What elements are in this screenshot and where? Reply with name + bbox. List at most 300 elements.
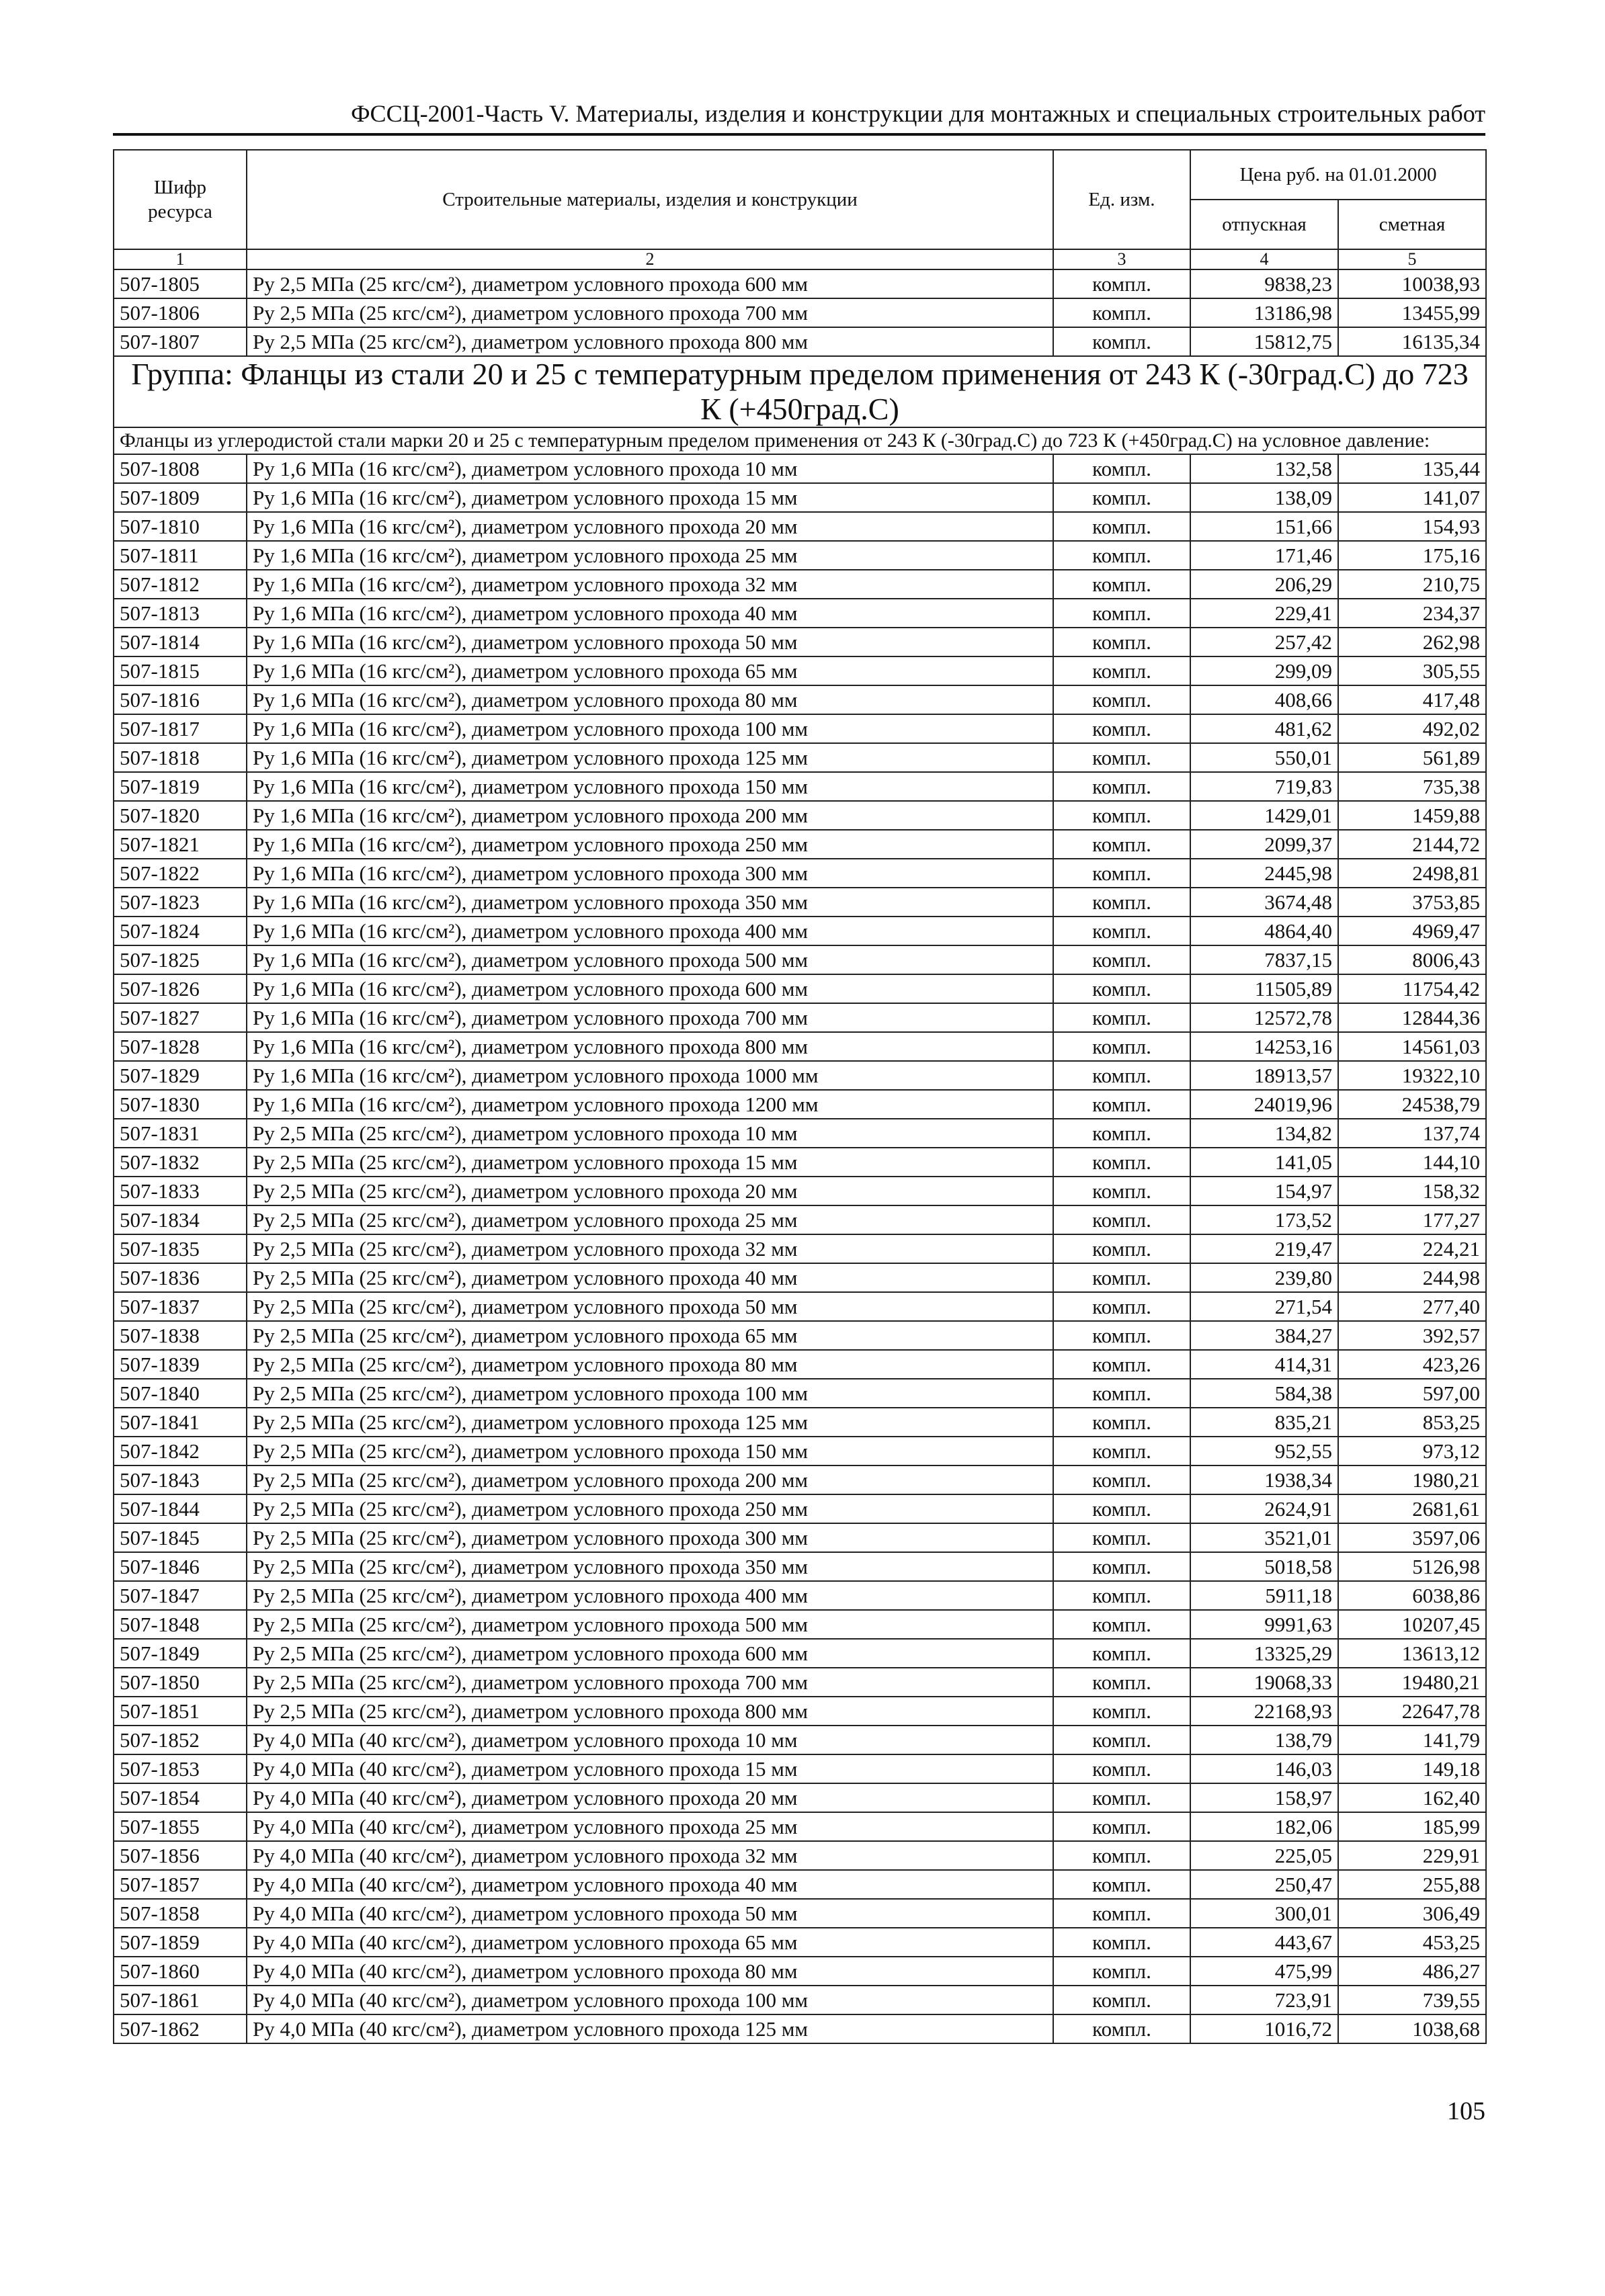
resource-code: 507-1832	[114, 1148, 247, 1177]
unit-cell: компл.	[1053, 1639, 1190, 1668]
release-price: 132,58	[1190, 454, 1338, 483]
release-price: 12572,78	[1190, 1003, 1338, 1032]
column-number: 1	[114, 249, 247, 269]
material-name: Ру 1,6 МПа (16 кгс/см²), диаметром условного прохода 1200 мм	[247, 1090, 1053, 1119]
material-name: Ру 2,5 МПа (25 кгс/см²), диаметром условного прохода 125 мм	[247, 1408, 1053, 1437]
table-row	[114, 1350, 1486, 1379]
release-price: 250,47	[1190, 1870, 1338, 1899]
resource-code: 507-1816	[114, 685, 247, 714]
table-row	[114, 1726, 1486, 1754]
table-row	[114, 714, 1486, 743]
estimate-price: 137,74	[1338, 1119, 1486, 1148]
resource-code: 507-1835	[114, 1234, 247, 1263]
table-row	[114, 1177, 1486, 1205]
release-price: 719,83	[1190, 772, 1338, 801]
material-name: Ру 1,6 МПа (16 кгс/см²), диаметром условного прохода 40 мм	[247, 599, 1053, 628]
resource-code: 507-1850	[114, 1668, 247, 1697]
release-price: 146,03	[1190, 1754, 1338, 1783]
unit-cell: компл.	[1053, 1841, 1190, 1870]
table-row	[114, 1263, 1486, 1292]
release-price: 835,21	[1190, 1408, 1338, 1437]
release-price: 300,01	[1190, 1899, 1338, 1928]
unit-cell: компл.	[1053, 1321, 1190, 1350]
unit-cell: компл.	[1053, 859, 1190, 888]
group-description: Фланцы из углеродистой стали марки 20 и 25 с температурным пределом применения от 243 К (-30град.С) до 723 К (+450град.С) на условное давление:	[114, 427, 1486, 454]
material-name: Ру 2,5 МПа (25 кгс/см²), диаметром условного прохода 25 мм	[247, 1205, 1053, 1234]
release-price: 2099,37	[1190, 830, 1338, 859]
material-name: Ру 1,6 МПа (16 кгс/см²), диаметром условного прохода 300 мм	[247, 859, 1053, 888]
release-price: 723,91	[1190, 1986, 1338, 2014]
release-price: 257,42	[1190, 628, 1338, 656]
unit-cell: компл.	[1053, 830, 1190, 859]
material-name: Ру 1,6 МПа (16 кгс/см²), диаметром условного прохода 80 мм	[247, 685, 1053, 714]
estimate-price: 141,79	[1338, 1726, 1486, 1754]
table-row	[114, 1234, 1486, 1263]
estimate-price: 1980,21	[1338, 1465, 1486, 1494]
release-price: 3521,01	[1190, 1523, 1338, 1552]
material-name: Ру 1,6 МПа (16 кгс/см²), диаметром условного прохода 600 мм	[247, 974, 1053, 1003]
resource-code: 507-1836	[114, 1263, 247, 1292]
release-price: 154,97	[1190, 1177, 1338, 1205]
material-name: Ру 2,5 МПа (25 кгс/см²), диаметром условного прохода 80 мм	[247, 1350, 1053, 1379]
material-name: Ру 2,5 МПа (25 кгс/см²), диаметром условного прохода 600 мм	[247, 269, 1053, 298]
estimate-price: 4969,47	[1338, 917, 1486, 945]
material-name: Ру 2,5 МПа (25 кгс/см²), диаметром условного прохода 600 мм	[247, 1639, 1053, 1668]
col-header-unit: Ед. изм.	[1053, 150, 1190, 249]
estimate-price: 5126,98	[1338, 1552, 1486, 1581]
release-price: 229,41	[1190, 599, 1338, 628]
unit-cell: компл.	[1053, 1957, 1190, 1986]
material-name: Ру 4,0 МПа (40 кгс/см²), диаметром условного прохода 15 мм	[247, 1754, 1053, 1783]
resource-code: 507-1857	[114, 1870, 247, 1899]
resource-code: 507-1824	[114, 917, 247, 945]
table-row	[114, 1379, 1486, 1408]
release-price: 219,47	[1190, 1234, 1338, 1263]
release-price: 271,54	[1190, 1292, 1338, 1321]
unit-cell: компл.	[1053, 1610, 1190, 1639]
estimate-price: 11754,42	[1338, 974, 1486, 1003]
col-header-release: отпускная	[1190, 200, 1338, 249]
estimate-price: 19322,10	[1338, 1061, 1486, 1090]
estimate-price: 177,27	[1338, 1205, 1486, 1234]
release-price: 22168,93	[1190, 1697, 1338, 1726]
estimate-price: 417,48	[1338, 685, 1486, 714]
unit-cell: компл.	[1053, 1870, 1190, 1899]
resource-code: 507-1820	[114, 801, 247, 830]
col-header-code: Шифр ресурса	[114, 150, 247, 249]
table-row	[114, 541, 1486, 570]
estimate-price: 185,99	[1338, 1812, 1486, 1841]
estimate-price: 1038,68	[1338, 2014, 1486, 2043]
release-price: 24019,96	[1190, 1090, 1338, 1119]
table-row	[114, 1697, 1486, 1726]
table-row	[114, 1812, 1486, 1841]
unit-cell: компл.	[1053, 1581, 1190, 1610]
release-price: 3674,48	[1190, 888, 1338, 917]
table-row	[114, 454, 1486, 483]
resource-code: 507-1815	[114, 656, 247, 685]
resource-code: 507-1821	[114, 830, 247, 859]
estimate-price: 14561,03	[1338, 1032, 1486, 1061]
price-table	[113, 149, 1487, 2044]
estimate-price: 6038,86	[1338, 1581, 1486, 1610]
table-row	[114, 1003, 1486, 1032]
unit-cell: компл.	[1053, 1697, 1190, 1726]
unit-cell: компл.	[1053, 1783, 1190, 1812]
release-price: 9838,23	[1190, 269, 1338, 298]
release-price: 9991,63	[1190, 1610, 1338, 1639]
estimate-price: 735,38	[1338, 772, 1486, 801]
column-number: 5	[1338, 249, 1486, 269]
unit-cell: компл.	[1053, 1292, 1190, 1321]
estimate-price: 154,93	[1338, 512, 1486, 541]
table-row	[114, 1581, 1486, 1610]
table-row	[114, 512, 1486, 541]
estimate-price: 3597,06	[1338, 1523, 1486, 1552]
resource-code: 507-1844	[114, 1494, 247, 1523]
table-row	[114, 298, 1486, 327]
estimate-price: 739,55	[1338, 1986, 1486, 2014]
unit-cell: компл.	[1053, 1234, 1190, 1263]
column-numbers-row	[114, 249, 1486, 269]
unit-cell: компл.	[1053, 743, 1190, 772]
unit-cell: компл.	[1053, 1523, 1190, 1552]
material-name: Ру 4,0 МПа (40 кгс/см²), диаметром условного прохода 65 мм	[247, 1928, 1053, 1957]
material-name: Ру 4,0 МПа (40 кгс/см²), диаметром условного прохода 20 мм	[247, 1783, 1053, 1812]
estimate-price: 486,27	[1338, 1957, 1486, 1986]
resource-code: 507-1840	[114, 1379, 247, 1408]
unit-cell: компл.	[1053, 1668, 1190, 1697]
resource-code: 507-1822	[114, 859, 247, 888]
table-row	[114, 1408, 1486, 1437]
resource-code: 507-1855	[114, 1812, 247, 1841]
material-name: Ру 2,5 МПа (25 кгс/см²), диаметром условного прохода 100 мм	[247, 1379, 1053, 1408]
resource-code: 507-1829	[114, 1061, 247, 1090]
table-row	[114, 859, 1486, 888]
table-row	[114, 1783, 1486, 1812]
material-name: Ру 4,0 МПа (40 кгс/см²), диаметром условного прохода 50 мм	[247, 1899, 1053, 1928]
material-name: Ру 1,6 МПа (16 кгс/см²), диаметром условного прохода 150 мм	[247, 772, 1053, 801]
resource-code: 507-1806	[114, 298, 247, 327]
table-row	[114, 1610, 1486, 1639]
table-row	[114, 1754, 1486, 1783]
unit-cell: компл.	[1053, 1003, 1190, 1032]
resource-code: 507-1814	[114, 628, 247, 656]
table-row	[114, 570, 1486, 599]
release-price: 4864,40	[1190, 917, 1338, 945]
release-price: 414,31	[1190, 1350, 1338, 1379]
material-name: Ру 1,6 МПа (16 кгс/см²), диаметром условного прохода 700 мм	[247, 1003, 1053, 1032]
table-row	[114, 628, 1486, 656]
material-name: Ру 2,5 МПа (25 кгс/см²), диаметром условного прохода 350 мм	[247, 1552, 1053, 1581]
unit-cell: компл.	[1053, 599, 1190, 628]
resource-code: 507-1853	[114, 1754, 247, 1783]
unit-cell: компл.	[1053, 1754, 1190, 1783]
release-price: 5018,58	[1190, 1552, 1338, 1581]
material-name: Ру 2,5 МПа (25 кгс/см²), диаметром условного прохода 32 мм	[247, 1234, 1053, 1263]
release-price: 481,62	[1190, 714, 1338, 743]
release-price: 19068,33	[1190, 1668, 1338, 1697]
table-row	[114, 1032, 1486, 1061]
material-name: Ру 1,6 МПа (16 кгс/см²), диаметром условного прохода 800 мм	[247, 1032, 1053, 1061]
release-price: 2624,91	[1190, 1494, 1338, 1523]
unit-cell: компл.	[1053, 685, 1190, 714]
resource-code: 507-1811	[114, 541, 247, 570]
unit-cell: компл.	[1053, 628, 1190, 656]
release-price: 299,09	[1190, 656, 1338, 685]
release-price: 134,82	[1190, 1119, 1338, 1148]
table-row	[114, 801, 1486, 830]
release-price: 138,09	[1190, 483, 1338, 512]
unit-cell: компл.	[1053, 1350, 1190, 1379]
table-row	[114, 1552, 1486, 1581]
table-row	[114, 1292, 1486, 1321]
col-header-estimate: сметная	[1338, 200, 1486, 249]
estimate-price: 210,75	[1338, 570, 1486, 599]
estimate-price: 8006,43	[1338, 945, 1486, 974]
estimate-price: 22647,78	[1338, 1697, 1486, 1726]
resource-code: 507-1838	[114, 1321, 247, 1350]
release-price: 18913,57	[1190, 1061, 1338, 1090]
resource-code: 507-1827	[114, 1003, 247, 1032]
release-price: 2445,98	[1190, 859, 1338, 888]
material-name: Ру 1,6 МПа (16 кгс/см²), диаметром условного прохода 400 мм	[247, 917, 1053, 945]
release-price: 151,66	[1190, 512, 1338, 541]
col-header-price: Цена руб. на 01.01.2000	[1190, 150, 1486, 200]
table-row	[114, 1870, 1486, 1899]
group-description-row	[114, 427, 1486, 454]
resource-code: 507-1860	[114, 1957, 247, 1986]
unit-cell: компл.	[1053, 1812, 1190, 1841]
material-name: Ру 1,6 МПа (16 кгс/см²), диаметром условного прохода 50 мм	[247, 628, 1053, 656]
release-price: 171,46	[1190, 541, 1338, 570]
resource-code: 507-1831	[114, 1119, 247, 1148]
resource-code: 507-1841	[114, 1408, 247, 1437]
table-row	[114, 327, 1486, 356]
estimate-price: 2498,81	[1338, 859, 1486, 888]
resource-code: 507-1828	[114, 1032, 247, 1061]
release-price: 7837,15	[1190, 945, 1338, 974]
unit-cell: компл.	[1053, 1928, 1190, 1957]
table-row	[114, 1061, 1486, 1090]
unit-cell: компл.	[1053, 1986, 1190, 2014]
estimate-price: 392,57	[1338, 1321, 1486, 1350]
resource-code: 507-1819	[114, 772, 247, 801]
resource-code: 507-1805	[114, 269, 247, 298]
table-row	[114, 599, 1486, 628]
release-price: 206,29	[1190, 570, 1338, 599]
table-row	[114, 1928, 1486, 1957]
material-name: Ру 2,5 МПа (25 кгс/см²), диаметром условного прохода 150 мм	[247, 1437, 1053, 1465]
estimate-price: 229,91	[1338, 1841, 1486, 1870]
resource-code: 507-1839	[114, 1350, 247, 1379]
table-row	[114, 1639, 1486, 1668]
estimate-price: 973,12	[1338, 1437, 1486, 1465]
material-name: Ру 2,5 МПа (25 кгс/см²), диаметром условного прохода 65 мм	[247, 1321, 1053, 1350]
table-row	[114, 1841, 1486, 1870]
estimate-price: 24538,79	[1338, 1090, 1486, 1119]
resource-code: 507-1823	[114, 888, 247, 917]
table-row	[114, 1494, 1486, 1523]
unit-cell: компл.	[1053, 656, 1190, 685]
table-row	[114, 945, 1486, 974]
unit-cell: компл.	[1053, 1061, 1190, 1090]
material-name: Ру 2,5 МПа (25 кгс/см²), диаметром условного прохода 20 мм	[247, 1177, 1053, 1205]
release-price: 173,52	[1190, 1205, 1338, 1234]
resource-code: 507-1810	[114, 512, 247, 541]
unit-cell: компл.	[1053, 1726, 1190, 1754]
table-row	[114, 685, 1486, 714]
material-name: Ру 4,0 МПа (40 кгс/см²), диаметром условного прохода 80 мм	[247, 1957, 1053, 1986]
group-title-row	[114, 356, 1486, 427]
release-price: 1016,72	[1190, 2014, 1338, 2043]
resource-code: 507-1849	[114, 1639, 247, 1668]
estimate-price: 13455,99	[1338, 298, 1486, 327]
page-number: 105	[1447, 2097, 1485, 2125]
material-name: Ру 1,6 МПа (16 кгс/см²), диаметром условного прохода 25 мм	[247, 541, 1053, 570]
unit-cell: компл.	[1053, 269, 1190, 298]
estimate-price: 2681,61	[1338, 1494, 1486, 1523]
resource-code: 507-1809	[114, 483, 247, 512]
page-header-title: ФССЦ-2001-Часть V. Материалы, изделия и конструкции для монтажных и специальных строительных работ	[351, 100, 1485, 127]
unit-cell: компл.	[1053, 512, 1190, 541]
release-price: 141,05	[1190, 1148, 1338, 1177]
estimate-price: 262,98	[1338, 628, 1486, 656]
unit-cell: компл.	[1053, 714, 1190, 743]
estimate-price: 12844,36	[1338, 1003, 1486, 1032]
release-price: 158,97	[1190, 1783, 1338, 1812]
table-row	[114, 917, 1486, 945]
estimate-price: 175,16	[1338, 541, 1486, 570]
release-price: 13186,98	[1190, 298, 1338, 327]
release-price: 1938,34	[1190, 1465, 1338, 1494]
material-name: Ру 4,0 МПа (40 кгс/см²), диаметром условного прохода 100 мм	[247, 1986, 1053, 2014]
material-name: Ру 2,5 МПа (25 кгс/см²), диаметром условного прохода 700 мм	[247, 1668, 1053, 1697]
material-name: Ру 2,5 МПа (25 кгс/см²), диаметром условного прохода 250 мм	[247, 1494, 1053, 1523]
unit-cell: компл.	[1053, 1437, 1190, 1465]
column-number: 4	[1190, 249, 1338, 269]
unit-cell: компл.	[1053, 1205, 1190, 1234]
unit-cell: компл.	[1053, 483, 1190, 512]
material-name: Ру 4,0 МПа (40 кгс/см²), диаметром условного прохода 125 мм	[247, 2014, 1053, 2043]
estimate-price: 306,49	[1338, 1899, 1486, 1928]
resource-code: 507-1852	[114, 1726, 247, 1754]
table-row	[114, 1119, 1486, 1148]
resource-code: 507-1843	[114, 1465, 247, 1494]
group-block	[114, 356, 1486, 454]
release-price: 13325,29	[1190, 1639, 1338, 1668]
unit-cell: компл.	[1053, 327, 1190, 356]
table-row	[114, 830, 1486, 859]
resource-code: 507-1826	[114, 974, 247, 1003]
unit-cell: компл.	[1053, 541, 1190, 570]
main-rows	[114, 454, 1486, 2043]
release-price: 384,27	[1190, 1321, 1338, 1350]
table-row	[114, 1437, 1486, 1465]
resource-code: 507-1845	[114, 1523, 247, 1552]
resource-code: 507-1830	[114, 1090, 247, 1119]
estimate-price: 423,26	[1338, 1350, 1486, 1379]
unit-cell: компл.	[1053, 1177, 1190, 1205]
unit-cell: компл.	[1053, 1119, 1190, 1148]
release-price: 443,67	[1190, 1928, 1338, 1957]
material-name: Ру 1,6 МПа (16 кгс/см²), диаметром условного прохода 125 мм	[247, 743, 1053, 772]
resource-code: 507-1817	[114, 714, 247, 743]
table-row	[114, 1957, 1486, 1986]
unit-cell: компл.	[1053, 1408, 1190, 1437]
material-name: Ру 4,0 МПа (40 кгс/см²), диаметром условного прохода 40 мм	[247, 1870, 1053, 1899]
resource-code: 507-1808	[114, 454, 247, 483]
header-rule	[113, 133, 1485, 136]
material-name: Ру 2,5 МПа (25 кгс/см²), диаметром условного прохода 800 мм	[247, 327, 1053, 356]
material-name: Ру 1,6 МПа (16 кгс/см²), диаметром условного прохода 32 мм	[247, 570, 1053, 599]
unit-cell: компл.	[1053, 570, 1190, 599]
release-price: 225,05	[1190, 1841, 1338, 1870]
table-row	[114, 1465, 1486, 1494]
resource-code: 507-1861	[114, 1986, 247, 2014]
release-price: 584,38	[1190, 1379, 1338, 1408]
table-row	[114, 974, 1486, 1003]
material-name: Ру 1,6 МПа (16 кгс/см²), диаметром условного прохода 250 мм	[247, 830, 1053, 859]
material-name: Ру 1,6 МПа (16 кгс/см²), диаметром условного прохода 15 мм	[247, 483, 1053, 512]
estimate-price: 19480,21	[1338, 1668, 1486, 1697]
estimate-price: 255,88	[1338, 1870, 1486, 1899]
unit-cell: компл.	[1053, 1090, 1190, 1119]
estimate-price: 224,21	[1338, 1234, 1486, 1263]
table-row	[114, 1899, 1486, 1928]
unit-cell: компл.	[1053, 1465, 1190, 1494]
release-price: 11505,89	[1190, 974, 1338, 1003]
estimate-price: 158,32	[1338, 1177, 1486, 1205]
unit-cell: компл.	[1053, 888, 1190, 917]
material-name: Ру 1,6 МПа (16 кгс/см²), диаметром условного прохода 1000 мм	[247, 1061, 1053, 1090]
release-price: 239,80	[1190, 1263, 1338, 1292]
material-name: Ру 2,5 МПа (25 кгс/см²), диаметром условного прохода 10 мм	[247, 1119, 1053, 1148]
material-name: Ру 2,5 МПа (25 кгс/см²), диаметром условного прохода 40 мм	[247, 1263, 1053, 1292]
unit-cell: компл.	[1053, 974, 1190, 1003]
material-name: Ру 1,6 МПа (16 кгс/см²), диаметром условного прохода 100 мм	[247, 714, 1053, 743]
resource-code: 507-1833	[114, 1177, 247, 1205]
release-price: 14253,16	[1190, 1032, 1338, 1061]
table-row	[114, 743, 1486, 772]
material-name: Ру 4,0 МПа (40 кгс/см²), диаметром условного прохода 10 мм	[247, 1726, 1053, 1754]
material-name: Ру 2,5 МПа (25 кгс/см²), диаметром условного прохода 15 мм	[247, 1148, 1053, 1177]
release-price: 550,01	[1190, 743, 1338, 772]
table-row	[114, 483, 1486, 512]
estimate-price: 16135,34	[1338, 327, 1486, 356]
resource-code: 507-1842	[114, 1437, 247, 1465]
release-price: 182,06	[1190, 1812, 1338, 1841]
material-name: Ру 2,5 МПа (25 кгс/см²), диаметром условного прохода 300 мм	[247, 1523, 1053, 1552]
resource-code: 507-1807	[114, 327, 247, 356]
top-rows	[114, 269, 1486, 356]
resource-code: 507-1854	[114, 1783, 247, 1812]
table-row	[114, 888, 1486, 917]
estimate-price: 144,10	[1338, 1148, 1486, 1177]
unit-cell: компл.	[1053, 1552, 1190, 1581]
group-title: Группа: Фланцы из стали 20 и 25 с температурным пределом применения от 243 К (-30град.С) до 723 К (+450град.С)	[114, 356, 1486, 427]
estimate-price: 234,37	[1338, 599, 1486, 628]
material-name: Ру 4,0 МПа (40 кгс/см²), диаметром условного прохода 32 мм	[247, 1841, 1053, 1870]
table-row	[114, 1668, 1486, 1697]
resource-code: 507-1858	[114, 1899, 247, 1928]
estimate-price: 13613,12	[1338, 1639, 1486, 1668]
estimate-price: 162,40	[1338, 1783, 1486, 1812]
material-name: Ру 4,0 МПа (40 кгс/см²), диаметром условного прохода 25 мм	[247, 1812, 1053, 1841]
estimate-price: 305,55	[1338, 656, 1486, 685]
resource-code: 507-1837	[114, 1292, 247, 1321]
release-price: 1429,01	[1190, 801, 1338, 830]
